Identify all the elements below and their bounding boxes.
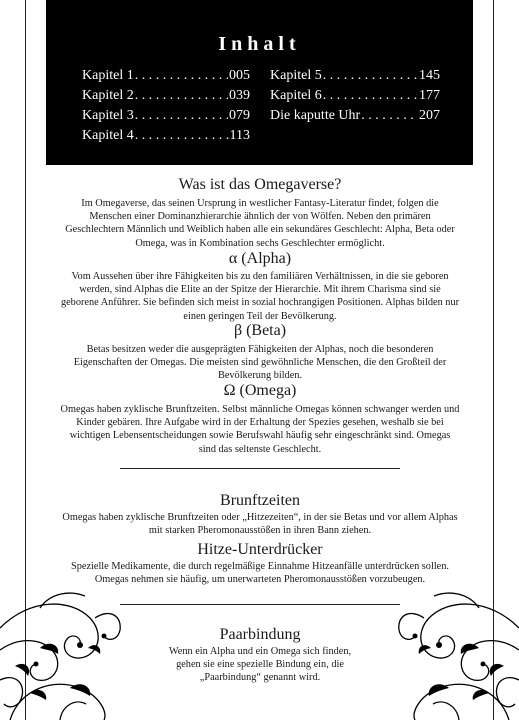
toc-entry[interactable] bbox=[270, 86, 440, 106]
toc-title: Inhalt bbox=[218, 33, 301, 55]
toc-entry-label: Kapitel 3 bbox=[82, 108, 134, 123]
section-title-omegaverse: Was ist das Omegaverse? bbox=[178, 176, 342, 193]
toc-entry-page: 079 bbox=[229, 108, 250, 123]
toc-entry[interactable] bbox=[82, 106, 250, 126]
paragraph-omegaverse: Im Omegaverse, das seinen Ursprung in westlicher Fantasy-Literatur findet, folgen die Menschen einer Dominanzhierarchie ähnlich der von Wölfen. Neben den primären Geschlechtern Männlich und Weiblich haben alle ein sekundäres Geschlecht: Alpha, Beta oder Omega, was in Kombination sechs Geschlechter ermöglicht. bbox=[65, 198, 455, 249]
toc-entry-page: 039 bbox=[229, 88, 250, 103]
section-title-alpha: α (Alpha) bbox=[228, 250, 292, 267]
paragraph-paarbindung: Wenn ein Alpha und ein Omega sich finden, gehen sie eine spezielle Bindung ein, die „Paarbindung“ genannt wird. bbox=[168, 646, 352, 684]
toc-entry-page: 207 bbox=[419, 108, 440, 123]
toc-entry-label: Kapitel 1 bbox=[82, 68, 134, 83]
paragraph-alpha: Vom Aussehen über ihre Fähigkeiten bis zu den familiären Verhältnissen, in die sie geboren werden, sind Alphas die Elite an der Spitze der Hierarchie. Mit ihrem Charisma sind sie geborene Anführer. Sie befinden sich meist in sozial hochrangigen Positionen. Alphas bilden nur einen geringen Teil der Bevölkerung. bbox=[60, 271, 460, 322]
section-divider bbox=[120, 468, 400, 469]
toc-entry[interactable] bbox=[270, 66, 440, 86]
floral-ornament-left-icon bbox=[0, 588, 130, 720]
section-title-paarbindung: Paarbindung bbox=[219, 626, 301, 643]
section-title-omega: Ω (Omega) bbox=[223, 382, 297, 399]
paragraph-brunftzeiten: Omegas haben zyklische Brunftzeiten oder „Hitzezeiten“, in der sie Betas und vor allem Alphas mit starken Pheromonausstößen in ihren Bann ziehen. bbox=[62, 512, 458, 537]
toc-entry-label: Kapitel 6 bbox=[270, 88, 322, 103]
section-title-beta: β (Beta) bbox=[233, 322, 287, 339]
floral-ornament-right-icon bbox=[389, 588, 519, 720]
toc-entry-page: 005 bbox=[229, 68, 250, 83]
toc-entry[interactable] bbox=[82, 66, 250, 86]
toc-entry-label: Kapitel 4 bbox=[82, 128, 134, 143]
toc-entry[interactable] bbox=[82, 126, 250, 146]
toc-column-right bbox=[270, 66, 440, 126]
section-title-hitze-unterdruecker: Hitze-Unterdrücker bbox=[197, 541, 323, 558]
toc-entry-page: 177 bbox=[419, 88, 440, 103]
toc-entry-label: Die kaputte Uhr bbox=[270, 108, 361, 123]
paragraph-beta: Betas besitzen weder die ausgeprägten Fähigkeiten der Alphas, noch die besonderen Eigenschaften der Omegas. Die meisten sind gewöhnliche Menschen, die den Großteil der Bevölkerung bilden. bbox=[73, 344, 447, 382]
toc-entry[interactable] bbox=[270, 106, 440, 126]
toc-entry-page: 145 bbox=[419, 68, 440, 83]
toc-entry-label: Kapitel 5 bbox=[270, 68, 322, 83]
section-divider bbox=[120, 604, 400, 605]
toc-entry-page: 113 bbox=[229, 128, 250, 143]
table-of-contents bbox=[46, 0, 473, 165]
paragraph-omega: Omegas haben zyklische Brunftzeiten. Selbst männliche Omegas können schwanger werden und Kinder gebären. Ihre Aufgabe wird in der Erhaltung der Spezies gesehen, weshalb sie bei wichtigen Lebensentscheidungen sowie Berufswahl häufig sehr eingeschränkt sind. Omegas sind das seltenste Geschlecht. bbox=[60, 404, 460, 455]
toc-entry[interactable] bbox=[82, 86, 250, 106]
paragraph-hitze-unterdruecker: Spezielle Medikamente, die durch regelmäßige Einnahme Hitzeanfälle unterdrücken sollen. Omegas nehmen sie häufig, um unerwarteten Pheromonausstößen vorzubeugen. bbox=[71, 561, 449, 586]
toc-entry-label: Kapitel 2 bbox=[82, 88, 134, 103]
section-title-brunftzeiten: Brunftzeiten bbox=[220, 492, 300, 509]
toc-column-left bbox=[82, 66, 250, 146]
